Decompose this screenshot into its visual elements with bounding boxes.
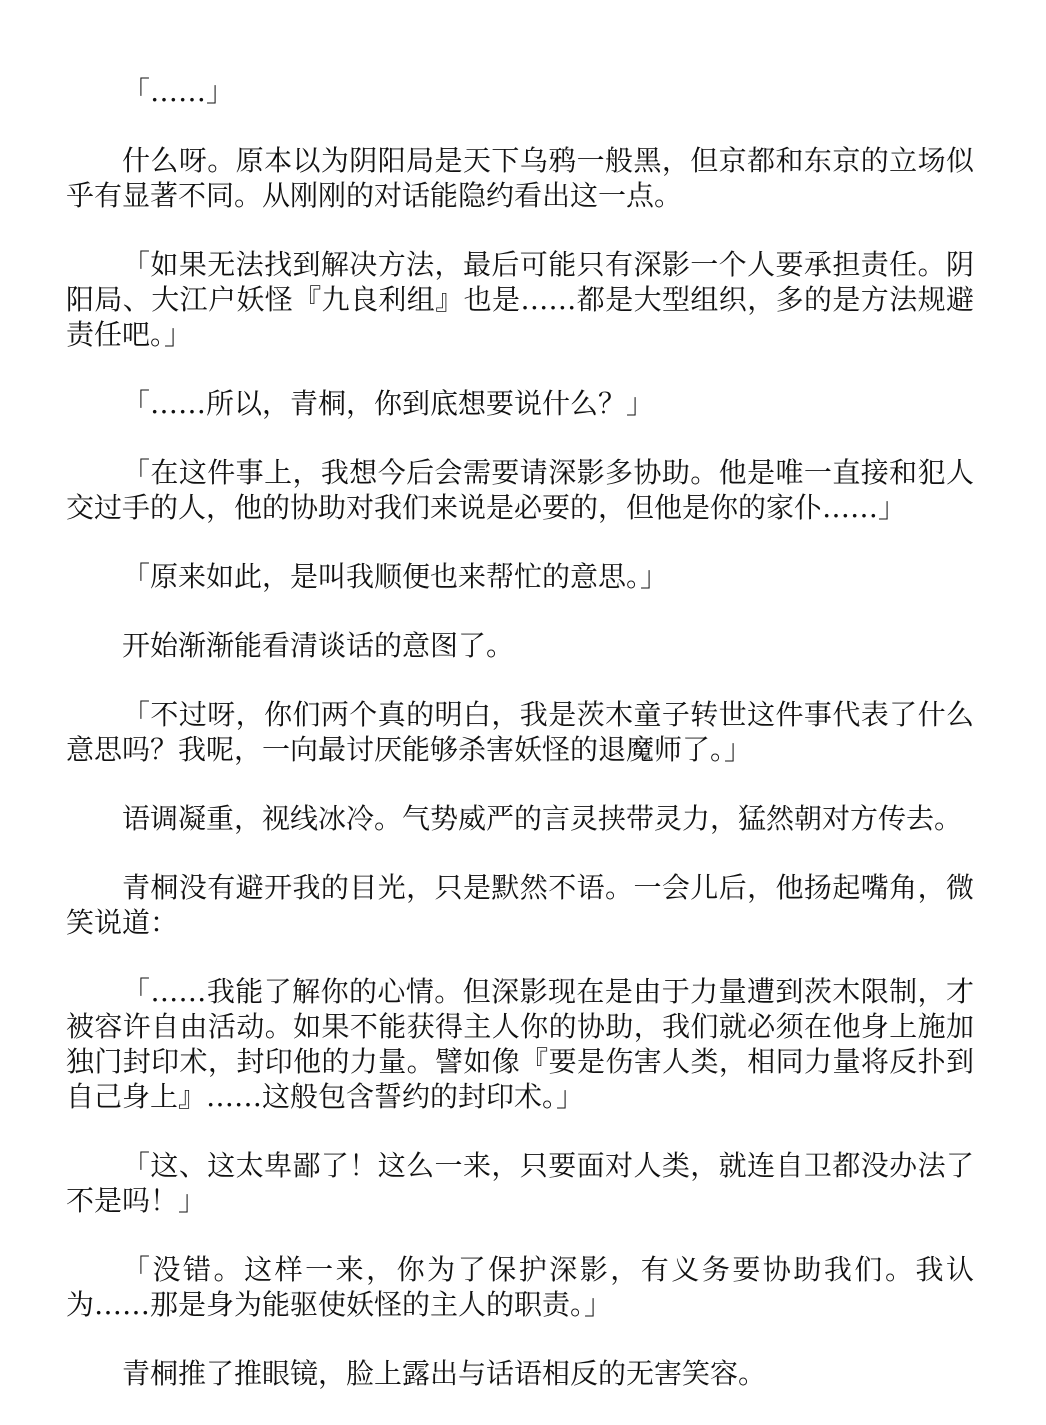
paragraph: 青桐推了推眼镜，脸上露出与话语相反的无害笑容。 (122, 1357, 767, 1390)
paragraph: 「在这件事上，我想今后会需要请深影多协助。他是唯一直接和犯人交过手的人，他的协助对我们来说是必要的，但他是你的家仆……」 (66, 456, 974, 524)
paragraph: 「不过呀，你们两个真的明白，我是茨木童子转世这件事代表了什么意思吗？我呢，一向最讨厌能够杀害妖怪的退魔师了。」 (66, 698, 974, 766)
document-page (66, 74, 974, 1425)
paragraph: 语调凝重，视线冰冷。气势威严的言灵挟带灵力，猛然朝对方传去。 (122, 802, 963, 835)
paragraph: 「……我能了解你的心情。但深影现在是由于力量遭到茨木限制，才被容许自由活动。如果不能获得主人你的协助，我们就必须在他身上施加独门封印术，封印他的力量。譬如像『要是伤害人类，相同力量将反扑到自己身上』……这般包含誓约的封印术。」 (66, 975, 974, 1113)
paragraph: 「……」 (122, 75, 235, 108)
paragraph: 青桐没有避开我的目光，只是默然不语。一会儿后，他扬起嘴角，微笑说道： (66, 871, 974, 939)
paragraph: 「这、这太卑鄙了！这么一来，只要面对人类，就连自卫都没办法了不是吗！」 (66, 1149, 974, 1217)
paragraph: 开始渐渐能看清谈话的意图了。 (122, 629, 515, 662)
paragraph: 「如果无法找到解决方法，最后可能只有深影一个人要承担责任。阴阳局、大江户妖怪『九良利组』也是……都是大型组织，多的是方法规避责任吧。」 (66, 248, 974, 351)
paragraph: 「没错。这样一来，你为了保护深影，有义务要协助我们。我认为……那是身为能驱使妖怪的主人的职责。」 (66, 1253, 974, 1321)
paragraph: 什么呀。原本以为阴阳局是天下乌鸦一般黑，但京都和东京的立场似乎有显著不同。从刚刚的对话能隐约看出这一点。 (66, 144, 974, 212)
paragraph: 「……所以，青桐，你到底想要说什么？」 (122, 387, 655, 420)
paragraph: 「原来如此，是叫我顺便也来帮忙的意思。」 (122, 560, 669, 593)
